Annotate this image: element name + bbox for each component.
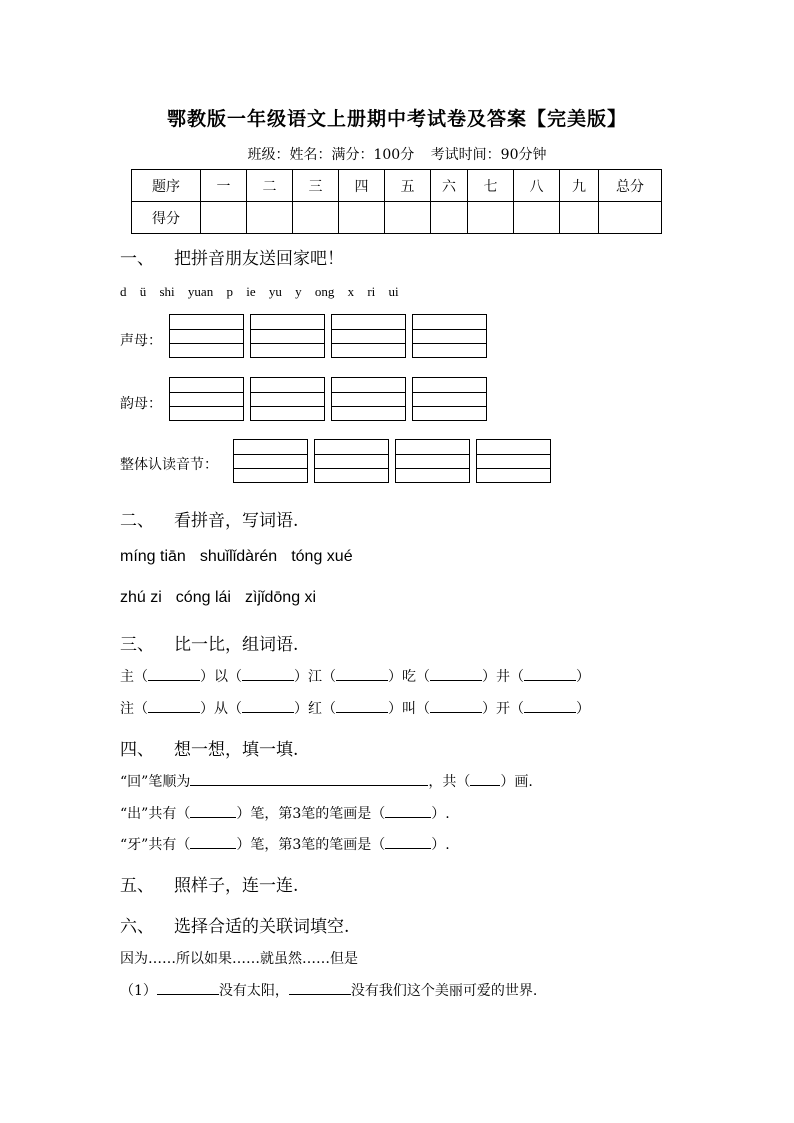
answer-blank[interactable] [385, 834, 431, 849]
compare-char: 红 [308, 701, 322, 717]
zhengti-label: 整体认读音节： [120, 457, 218, 473]
section-number: 五、 [120, 876, 154, 896]
pinyin-word: cóng lái [175, 589, 231, 606]
score-input-cell[interactable] [339, 202, 385, 234]
writing-grid[interactable] [395, 439, 470, 483]
answer-blank[interactable] [336, 666, 388, 681]
section-title: 选择合适的关联词填空. [174, 917, 350, 937]
answer-blank[interactable] [190, 771, 428, 786]
score-table [131, 169, 662, 234]
compare-char: 开 [496, 701, 510, 717]
score-input-cell[interactable] [560, 202, 599, 234]
fill-line-2: “出”共有（ ）笔，第3笔的笔画是（ ）. [120, 803, 450, 823]
writing-grid[interactable] [250, 314, 325, 358]
score-header-cell: 总分 [599, 170, 662, 202]
pinyin-item: ui [388, 284, 399, 299]
score-input-cell[interactable] [431, 202, 468, 234]
writing-grid[interactable] [331, 314, 406, 358]
pinyin-item: y [295, 284, 302, 299]
writing-grid[interactable] [250, 377, 325, 421]
score-row-label: 得分 [132, 202, 201, 234]
answer-blank[interactable] [289, 980, 351, 995]
section-2-heading [120, 506, 298, 531]
score-input-cell[interactable] [247, 202, 293, 234]
writing-grid[interactable] [233, 439, 308, 483]
answer-blank[interactable] [470, 771, 500, 786]
score-header-cell: 七 [468, 170, 514, 202]
section-title: 比一比，组词语. [174, 635, 299, 655]
score-table-header-row [132, 170, 662, 202]
section-title: 照样子，连一连. [174, 876, 299, 896]
exam-info [0, 144, 794, 164]
score-input-cell[interactable] [385, 202, 431, 234]
score-header-cell: 五 [385, 170, 431, 202]
score-header-cell: 六 [431, 170, 468, 202]
compare-char: 以 [214, 669, 228, 685]
answer-blank[interactable] [190, 803, 236, 818]
compare-char: 江 [308, 669, 322, 685]
pinyin-items [120, 284, 409, 300]
pinyin-words-row-1 [120, 548, 367, 566]
section-number: 二、 [120, 511, 154, 531]
pinyin-item: yuan [187, 284, 214, 299]
shengmu-label: 声母： [120, 333, 162, 349]
writing-grid[interactable] [314, 439, 389, 483]
compare-char: 叫 [402, 701, 416, 717]
score-header-cell: 八 [514, 170, 560, 202]
fill-line-3: “牙”共有（ ）笔，第3笔的笔画是（ ）. [120, 834, 450, 854]
score-input-cell[interactable] [514, 202, 560, 234]
section-number: 六、 [120, 917, 154, 937]
answer-blank[interactable] [148, 666, 200, 681]
section-6-heading [120, 912, 349, 937]
pinyin-item: ü [139, 284, 147, 299]
compare-row-2: 注（ ）从（ ）红（ ）叫（ ）开（ ） [120, 698, 590, 718]
score-header-cell: 题序 [132, 170, 201, 202]
yunmu-label: 韵母： [120, 396, 162, 412]
exam-info-class: 班级：姓名：满分：100分 [247, 147, 415, 163]
pinyin-item: d [120, 284, 127, 299]
section-title: 想一想，填一填. [174, 740, 299, 760]
answer-blank[interactable] [430, 666, 482, 681]
answer-blank[interactable] [148, 698, 200, 713]
score-header-cell: 二 [247, 170, 293, 202]
section-title: 看拼音，写词语. [174, 511, 299, 531]
score-input-cell[interactable] [201, 202, 247, 234]
compare-char: 吃 [402, 669, 416, 685]
score-input-cell[interactable] [468, 202, 514, 234]
answer-blank[interactable] [524, 698, 576, 713]
compare-char: 注 [120, 701, 134, 717]
score-input-cell[interactable] [293, 202, 339, 234]
pinyin-item: p [226, 284, 233, 299]
writing-grid[interactable] [169, 314, 244, 358]
pinyin-item: ri [367, 284, 376, 299]
section-number: 四、 [120, 740, 154, 760]
answer-blank[interactable] [242, 666, 294, 681]
score-header-cell: 一 [201, 170, 247, 202]
pinyin-item: ong [314, 284, 335, 299]
writing-grid[interactable] [331, 377, 406, 421]
score-header-cell: 九 [560, 170, 599, 202]
pinyin-item: shi [159, 284, 175, 299]
writing-grid[interactable] [412, 377, 487, 421]
section-number: 三、 [120, 635, 154, 655]
pinyin-item: yu [268, 284, 282, 299]
exam-info-time: 考试时间：90分钟 [430, 147, 547, 163]
section-4-heading [120, 735, 298, 760]
answer-blank[interactable] [242, 698, 294, 713]
fill-line-1: “回”笔顺为 ，共（ ）画. [120, 771, 533, 791]
section-5-heading [120, 871, 298, 896]
writing-grid[interactable] [412, 314, 487, 358]
page-title: 鄂教版一年级语文上册期中考试卷及答案【完美版】 [166, 108, 627, 130]
section-3-heading [120, 630, 298, 655]
answer-blank[interactable] [524, 666, 576, 681]
answer-blank[interactable] [157, 980, 219, 995]
score-header-cell: 三 [293, 170, 339, 202]
score-input-cell[interactable] [599, 202, 662, 234]
answer-blank[interactable] [430, 698, 482, 713]
pinyin-item: x [347, 284, 355, 299]
answer-blank[interactable] [336, 698, 388, 713]
compare-char: 从 [214, 701, 228, 717]
compare-char: 主 [120, 669, 134, 685]
pinyin-word: zìjǐdōng xi [244, 589, 317, 606]
compare-row-1: 主（ ）以（ ）江（ ）吃（ ）井（ ） [120, 666, 590, 686]
writing-grid[interactable] [169, 377, 244, 421]
connective-question-1: （1） 没有太阳， 没有我们这个美丽可爱的世界. [120, 980, 537, 1000]
score-table-score-row [132, 202, 662, 234]
section-1-heading [120, 244, 344, 269]
compare-char: 井 [496, 669, 510, 685]
answer-blank[interactable] [190, 834, 236, 849]
section-title: 把拼音朋友送回家吧！ [174, 249, 344, 269]
answer-blank[interactable] [385, 803, 431, 818]
pinyin-item: ie [246, 284, 256, 299]
pinyin-word: shuǐlǐdàrén [199, 548, 278, 565]
pinyin-words-row-2 [120, 589, 330, 607]
pinyin-word: míng tiān [120, 548, 186, 565]
pinyin-word: zhú zi [120, 589, 162, 606]
section-number: 一、 [120, 249, 154, 269]
connective-options: 因为……所以如果……就虽然……但是 [120, 951, 358, 967]
score-header-cell: 四 [339, 170, 385, 202]
pinyin-word: tóng xué [291, 548, 353, 565]
writing-grid[interactable] [476, 439, 551, 483]
